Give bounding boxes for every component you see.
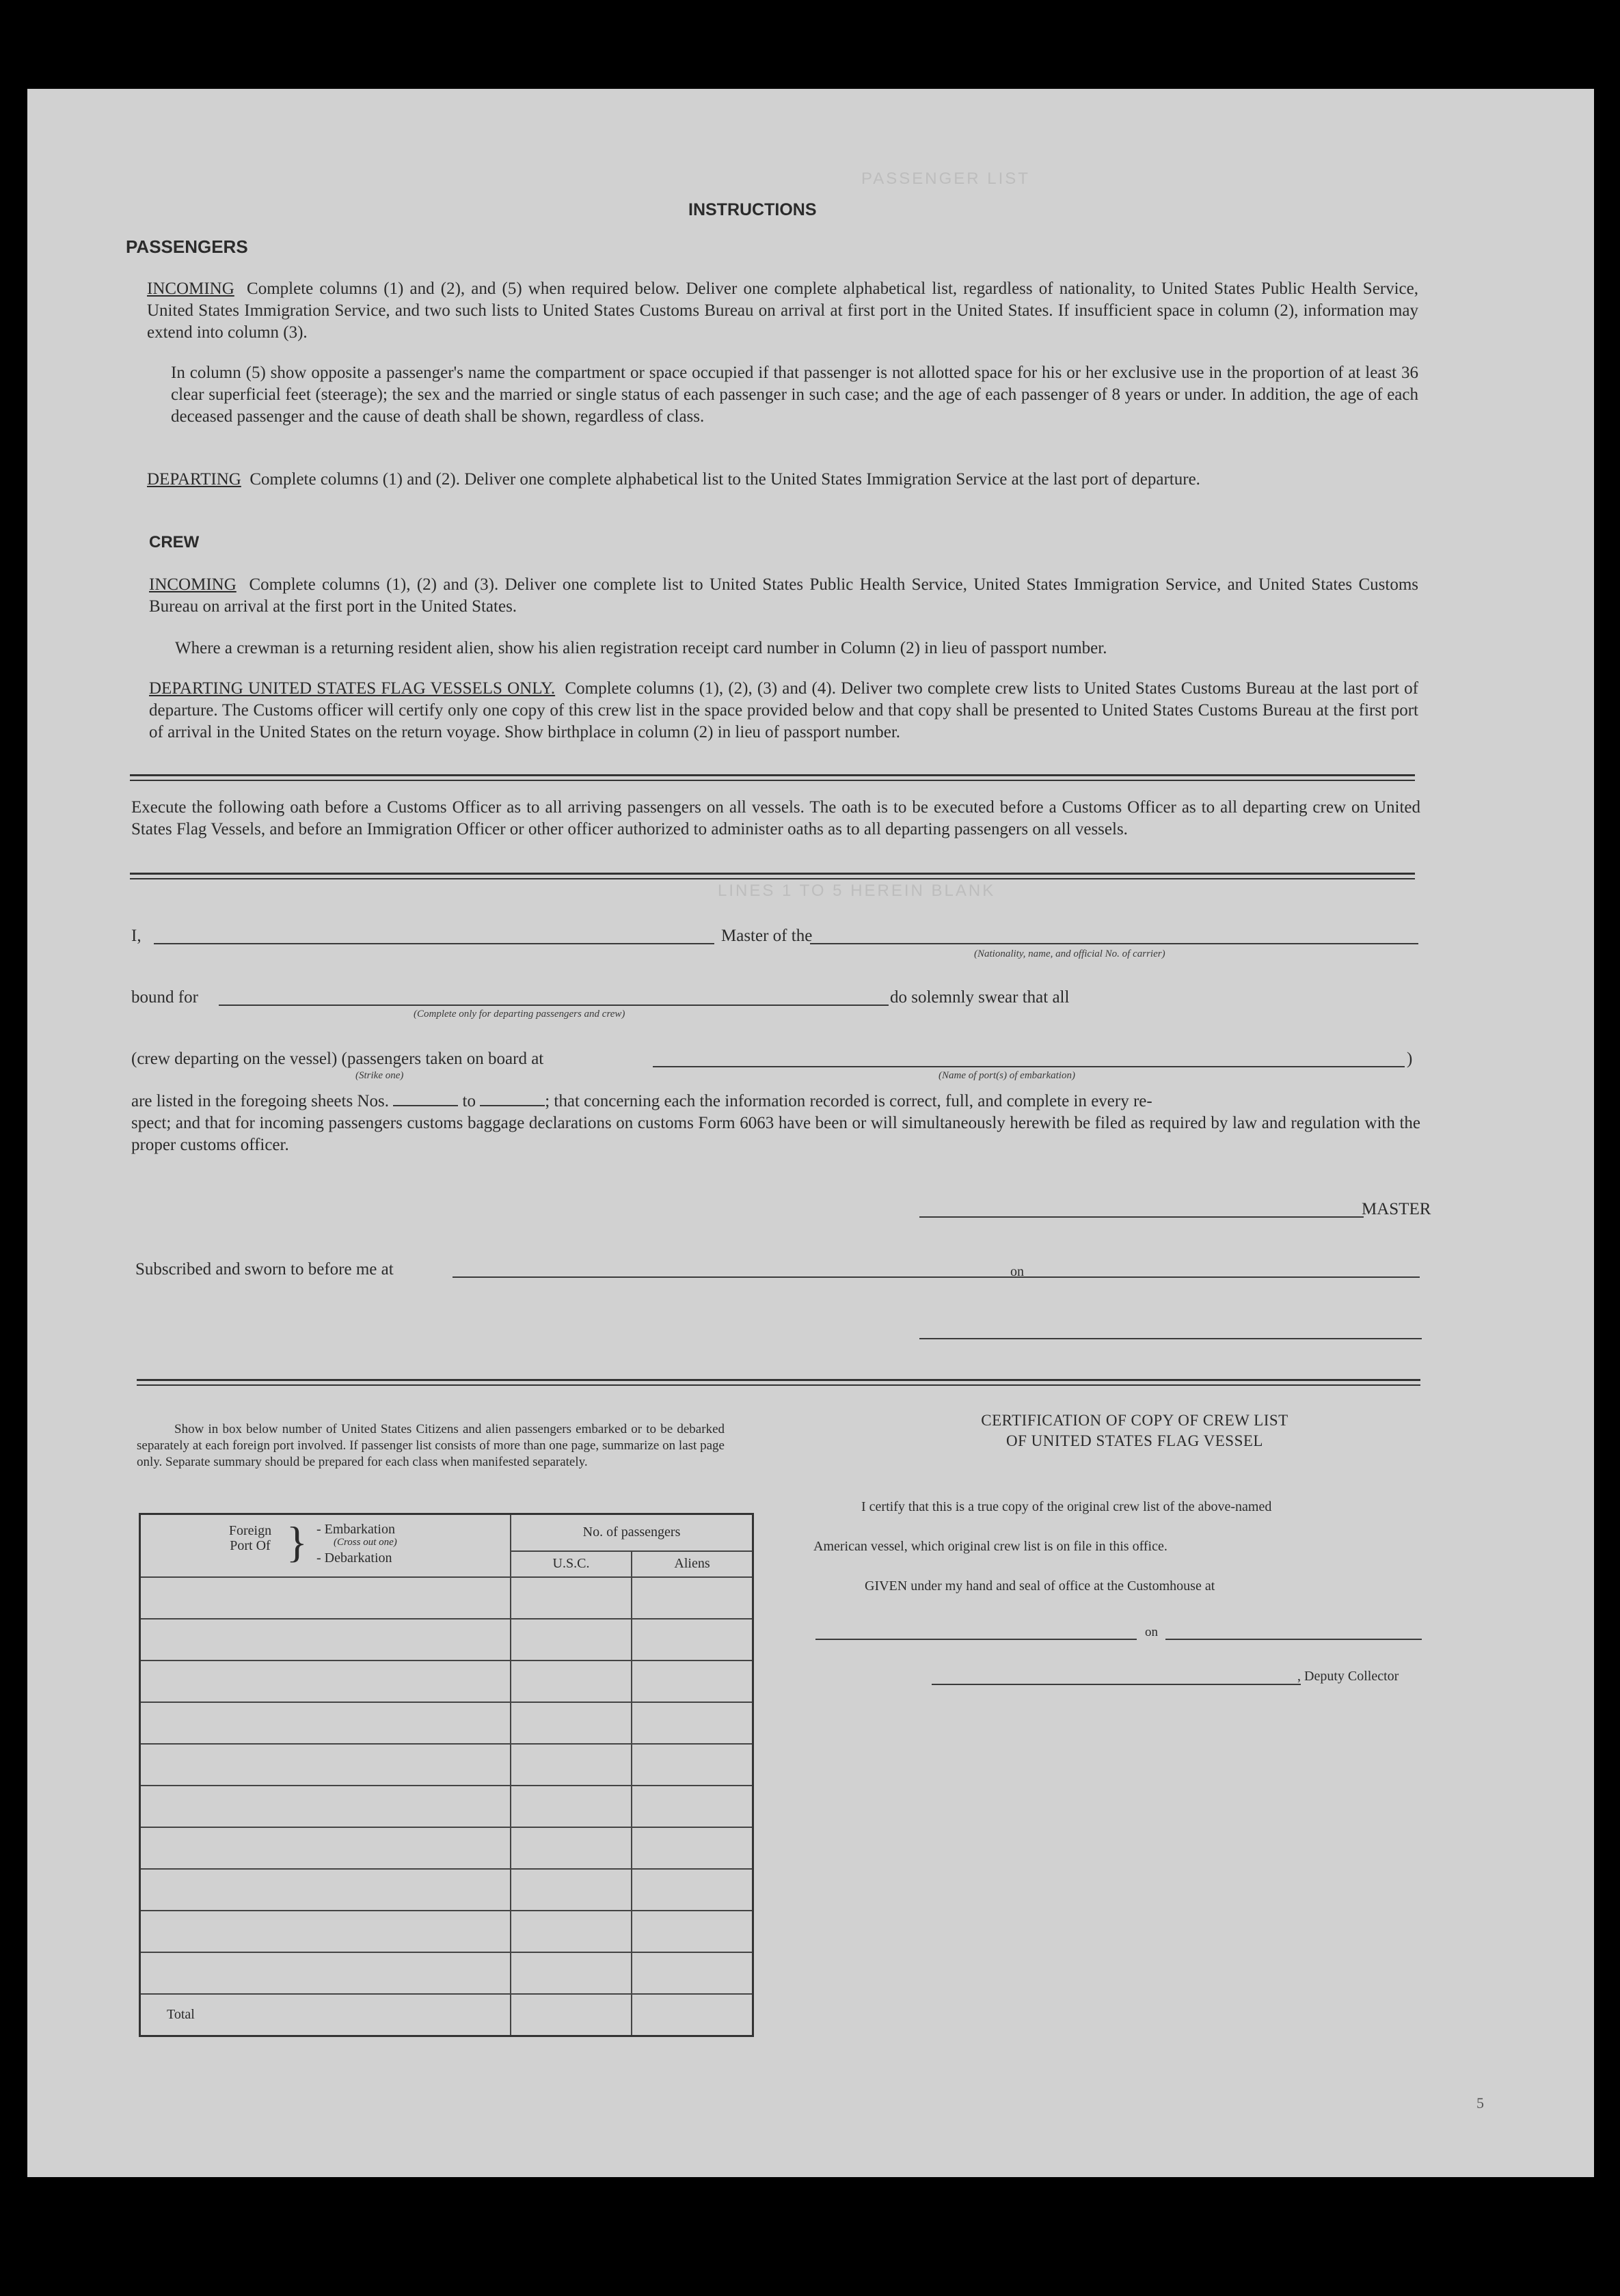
certify-line2: American vessel, which original crew list is on file in this office. <box>813 1539 1167 1554</box>
table-row <box>140 1619 753 1660</box>
passengers-incoming-paragraph <box>147 278 1418 344</box>
usc-cell[interactable] <box>511 1869 632 1911</box>
total-label: Total <box>140 1994 511 2036</box>
usc-header: U.S.C. <box>511 1551 632 1577</box>
certification-title-line1: CERTIFICATION OF COPY OF CREW LIST <box>981 1412 1288 1429</box>
port-cell[interactable] <box>140 1660 511 1702</box>
table-row <box>140 1827 753 1869</box>
aliens-cell[interactable] <box>632 1577 753 1619</box>
port-cell[interactable] <box>140 1702 511 1744</box>
aliens-cell[interactable] <box>632 1827 753 1869</box>
bleed-through-text: PASSENGER LIST <box>861 169 1030 188</box>
listed-first-line <box>131 1091 1420 1112</box>
crew-departing-text: (crew departing on the vessel) (passengers taken on board at <box>131 1050 544 1068</box>
listed-text-a: are listed in the foregoing sheets Nos. <box>131 1092 389 1110</box>
passengers-departing-text: Complete columns (1) and (2). Deliver one complete alphabetical list to the United States Immigration Service at the last port of departure. <box>249 470 1200 489</box>
aliens-cell[interactable] <box>632 1702 753 1744</box>
section-heading-crew: CREW <box>149 533 200 551</box>
usc-cell[interactable] <box>511 1827 632 1869</box>
usc-cell[interactable] <box>511 1619 632 1660</box>
master-name-field[interactable] <box>154 943 714 944</box>
oath-i-label: I, <box>131 927 141 945</box>
usc-cell[interactable] <box>511 1702 632 1744</box>
oath-intro: Execute the following oath before a Customs Officer as to all arriving passengers on all vessels. The oath is to be executed before a Customs Officer as to all departing crew on United States Flag Vessels, and before an Immigration Officer or other officer authorized to administer oaths as to all departing passengers on all vessels. <box>131 798 1420 838</box>
certification-title <box>813 1410 1456 1451</box>
page-number: 5 <box>1476 2094 1484 2112</box>
cross-out-note: (Cross out one) <box>334 1537 397 1548</box>
table-row <box>140 1869 753 1911</box>
port-cell[interactable] <box>140 1619 511 1660</box>
page-title: INSTRUCTIONS <box>688 200 817 219</box>
aliens-cell[interactable] <box>632 1744 753 1786</box>
crew-flag-paragraph <box>149 678 1418 743</box>
table-row <box>140 1952 753 1994</box>
bound-for-label: bound for <box>131 988 198 1007</box>
nationality-note: (Nationality, name, and official No. of carrier) <box>974 948 1165 959</box>
port-cell[interactable] <box>140 1577 511 1619</box>
brace-icon: } <box>286 1518 308 1566</box>
no-of-passengers-header: No. of passengers <box>511 1514 753 1551</box>
master-label: MASTER <box>1362 1200 1431 1218</box>
cert-on-label: on <box>1145 1625 1158 1639</box>
table-row <box>140 1702 753 1744</box>
usc-cell[interactable] <box>511 1577 632 1619</box>
bleed-through-text: LINES 1 TO 5 HEREIN BLANK <box>718 882 996 900</box>
aliens-header: Aliens <box>632 1551 753 1577</box>
embarkation-port-field[interactable] <box>653 1066 1405 1067</box>
port-cell[interactable] <box>140 1869 511 1911</box>
given-text: GIVEN under my hand and seal of office at the Customhouse at <box>865 1578 1215 1594</box>
port-cell[interactable] <box>140 1827 511 1869</box>
table-row <box>140 1660 753 1702</box>
close-paren: ) <box>1407 1050 1413 1068</box>
bound-for-field[interactable] <box>219 1004 889 1006</box>
table-row <box>140 1911 753 1952</box>
customhouse-field[interactable] <box>815 1639 1137 1640</box>
listed-rest: spect; and that for incoming passengers customs baggage declarations on customs Form 6063 have been or will simultaneously herewith be filed as required by law and regulation with the proper customs officer. <box>131 1114 1420 1154</box>
complete-note: (Complete only for departing passengers and crew) <box>414 1009 625 1020</box>
sheet-from-field[interactable] <box>393 1105 458 1106</box>
debarkation-label: - Debarkation <box>316 1550 392 1566</box>
passengers-incoming-label: INCOMING <box>147 279 234 298</box>
passengers-column5-paragraph: In column (5) show opposite a passenger's name the compartment or space occupied if that passenger is not allotted space for his or her exclusive use in the proportion of at least 36 clear superficial feet (steerage); the sex and the married or single status of each passenger in such case; and the age of each passenger of 8 years or under. In addition, the age of each deceased passenger and the cause of death shall be shown, regardless of class. <box>171 364 1418 426</box>
passengers-incoming-text: Complete columns (1) and (2), and (5) when required below. Deliver one complete alphabetical list, regardless of nationality, to United States Public Health Service, United States Immigration Service, and two such lists to United States Customs Bureau on arrival at first port in the United States. If insufficient space in column (2), information may extend into column (3). <box>147 279 1419 342</box>
aliens-cell[interactable] <box>632 1952 753 1994</box>
usc-cell[interactable] <box>511 1786 632 1827</box>
table-row <box>140 1786 753 1827</box>
port-cell[interactable] <box>140 1952 511 1994</box>
sworn-date-field[interactable] <box>1027 1276 1420 1278</box>
on-label: on <box>1010 1264 1024 1279</box>
cert-date-field[interactable] <box>1165 1639 1422 1640</box>
crew-incoming-paragraph <box>149 574 1418 618</box>
summary-table <box>139 1513 754 2037</box>
vessel-field[interactable] <box>810 943 1418 944</box>
crew-incoming-label: INCOMING <box>149 575 237 594</box>
passengers-departing-label: DEPARTING <box>147 470 241 489</box>
master-signature-field[interactable] <box>919 1216 1364 1218</box>
officer-signature-field[interactable] <box>919 1338 1422 1339</box>
usc-cell[interactable] <box>511 1744 632 1786</box>
embarkation-label: - Embarkation <box>316 1522 395 1537</box>
foreign-port-label: Foreign Port Of <box>228 1523 272 1553</box>
usc-cell[interactable] <box>511 1660 632 1702</box>
certify-line1: I certify that this is a true copy of the original crew list of the above-named <box>861 1499 1272 1514</box>
subscribed-label: Subscribed and sworn to before me at <box>135 1260 394 1279</box>
total-row <box>140 1994 753 2036</box>
table-row <box>140 1744 753 1786</box>
port-cell[interactable] <box>140 1786 511 1827</box>
port-cell[interactable] <box>140 1911 511 1952</box>
crew-incoming-text: Complete columns (1), (2) and (3). Deliver one complete list to United States Public Health Service, United States Immigration Service, and United States Customs Bureau on arrival at the first port in the United States. <box>149 575 1419 616</box>
port-header-cell <box>140 1514 511 1577</box>
listed-text-b: ; that concerning each the information recorded is correct, full, and complete in every re- <box>545 1092 1152 1110</box>
double-rule <box>130 873 1415 879</box>
summary-note: Show in box below number of United States Citizens and alien passengers embarked or to be debarked separately at each foreign port involved. If passenger list consists of more than one page, summarize on last page only. Separate summary should be prepared for each class when manifested separately. <box>137 1422 725 1469</box>
master-of-label: Master of the <box>721 927 813 945</box>
aliens-cell[interactable] <box>632 1660 753 1702</box>
table-row <box>140 1577 753 1619</box>
crew-flag-text: Complete columns (1), (2), (3) and (4). Deliver two complete crew lists to United States Customs Bureau at the last port of departure. The Customs officer will certify only one copy of this crew list in the space provided below and that copy shall be presented to United States Customs Bureau at the first port of arrival in the United States on the return voyage. Show birthplace in column (2) in lieu of passport number. <box>149 679 1418 741</box>
aliens-cell[interactable] <box>632 1869 753 1911</box>
port-cell[interactable] <box>140 1744 511 1786</box>
listed-to: to <box>462 1092 476 1110</box>
strike-one-note: (Strike one) <box>355 1070 404 1081</box>
usc-cell[interactable] <box>511 1911 632 1952</box>
aliens-cell[interactable] <box>632 1619 753 1660</box>
swear-text: do solemnly swear that all <box>890 988 1070 1007</box>
aliens-total-cell[interactable] <box>632 1994 753 2036</box>
double-rule <box>130 774 1415 781</box>
aliens-cell[interactable] <box>632 1911 753 1952</box>
sworn-place-field[interactable] <box>453 1276 1027 1278</box>
usc-cell[interactable] <box>511 1952 632 1994</box>
port-note: (Name of port(s) of embarkation) <box>939 1070 1075 1081</box>
deputy-collector-label: , Deputy Collector <box>1297 1669 1399 1684</box>
double-rule <box>137 1379 1420 1386</box>
crew-flag-label: DEPARTING UNITED STATES FLAG VESSELS ONLY. <box>149 679 556 698</box>
passengers-departing-paragraph <box>147 469 1418 491</box>
sheet-to-field[interactable] <box>480 1105 545 1106</box>
deputy-collector-signature-field[interactable] <box>932 1684 1301 1685</box>
form-page <box>27 89 1594 2177</box>
section-heading-passengers: PASSENGERS <box>126 236 248 257</box>
usc-total-cell[interactable] <box>511 1994 632 2036</box>
crew-resident-paragraph: Where a crewman is a returning resident alien, show his alien registration receipt card number in Column (2) in lieu of passport number. <box>175 639 1107 657</box>
certification-title-line2: OF UNITED STATES FLAG VESSEL <box>1006 1432 1263 1449</box>
aliens-cell[interactable] <box>632 1786 753 1827</box>
